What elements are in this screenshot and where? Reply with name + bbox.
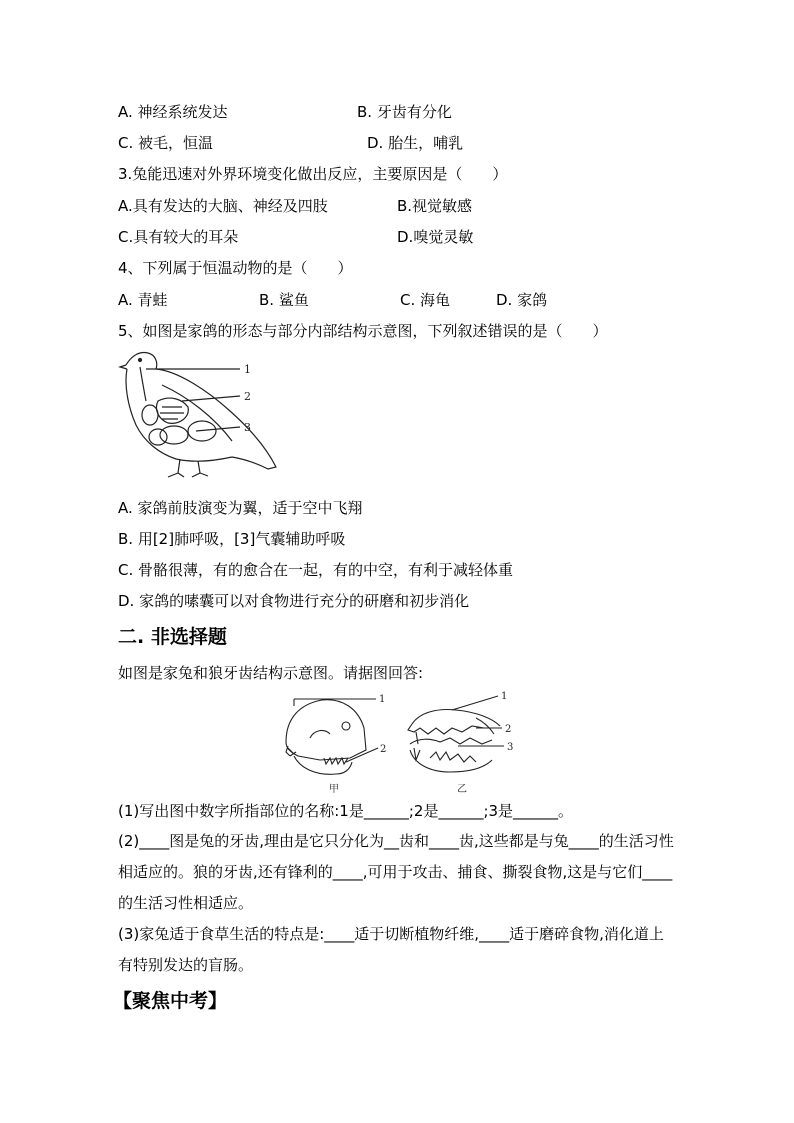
yi-label-3: 3 [507, 742, 514, 753]
q2-option-b: B. 牙齿有分化 [357, 103, 452, 121]
q3-option-d: D.嗅觉灵敏 [397, 228, 474, 246]
pigeon-label-3: 3 [244, 421, 251, 434]
pigeon-label-2: 2 [244, 390, 251, 403]
q4-option-a: A. 青蛙 [118, 291, 168, 309]
q2-option-d: D. 胎生，哺乳 [367, 134, 464, 152]
q5-option-d: D. 家鸽的嗉囊可以对食物进行充分的研磨和初步消化 [118, 592, 470, 610]
s2-question-2: (2)____图是兔的牙齿,理由是它只分化为__齿和____齿,这些都是与兔____的生活习性相适应的。狼的牙齿,还有锋利的____,可用于攻击、捕食、撕裂食物,这是与它们____的生活习性相适应。 [118, 832, 674, 912]
caption-yi: 乙 [457, 784, 467, 795]
q3-stem: 3.兔能迅速对外界环境变化做出反应，主要原因是（ ） [118, 165, 508, 183]
q4-option-b: B. 鲨鱼 [259, 291, 309, 309]
q5-option-a: A. 家鸽前肢演变为翼，适于空中飞翔 [118, 499, 363, 517]
q4-stem: 4、下列属于恒温动物的是（ ） [118, 259, 353, 277]
yi-label-1: 1 [501, 691, 508, 702]
q5-stem: 5、如图是家鸽的形态与部分内部结构示意图，下列叙述错误的是（ ） [118, 322, 608, 340]
jia-label-2: 2 [380, 744, 387, 755]
teeth-figure [280, 688, 520, 798]
pigeon-figure [118, 345, 283, 485]
section-heading: 二. 非选择题 [118, 626, 227, 648]
q3-option-c: C.具有较大的耳朵 [118, 228, 239, 246]
s2-question-1: (1)写出图中数字所指部位的名称:1是______;2是______;3是______。 [118, 802, 574, 820]
section-intro: 如图是家兔和狼牙齿结构示意图。请据图回答: [118, 664, 424, 682]
q5-option-c: C. 骨骼很薄，有的愈合在一起，有的中空，有利于减轻体重 [118, 561, 514, 579]
q4-option-d: D. 家鸽 [496, 291, 548, 309]
q4-option-c: C. 海龟 [400, 291, 451, 309]
pigeon-label-1: 1 [244, 363, 251, 376]
q3-option-b: B.视觉敏感 [397, 197, 473, 215]
jia-label-1: 1 [379, 694, 386, 705]
q5-option-b: B. 用[2]肺呼吸，[3]气囊辅助呼吸 [118, 530, 346, 548]
q2-option-c: C. 被毛，恒温 [118, 134, 214, 152]
caption-jia: 甲 [329, 784, 339, 795]
q3-option-a: A.具有发达的大脑、神经及四肢 [118, 197, 328, 215]
s2-question-3: (3)家兔适于食草生活的特点是:____适于切断植物纤维,____适于磨碎食物,消化道上有特别发达的盲肠。 [118, 925, 664, 974]
q2-option-a: A. 神经系统发达 [118, 103, 228, 121]
focus-heading: 【聚焦中考】 [113, 990, 228, 1012]
yi-label-2: 2 [505, 724, 512, 735]
